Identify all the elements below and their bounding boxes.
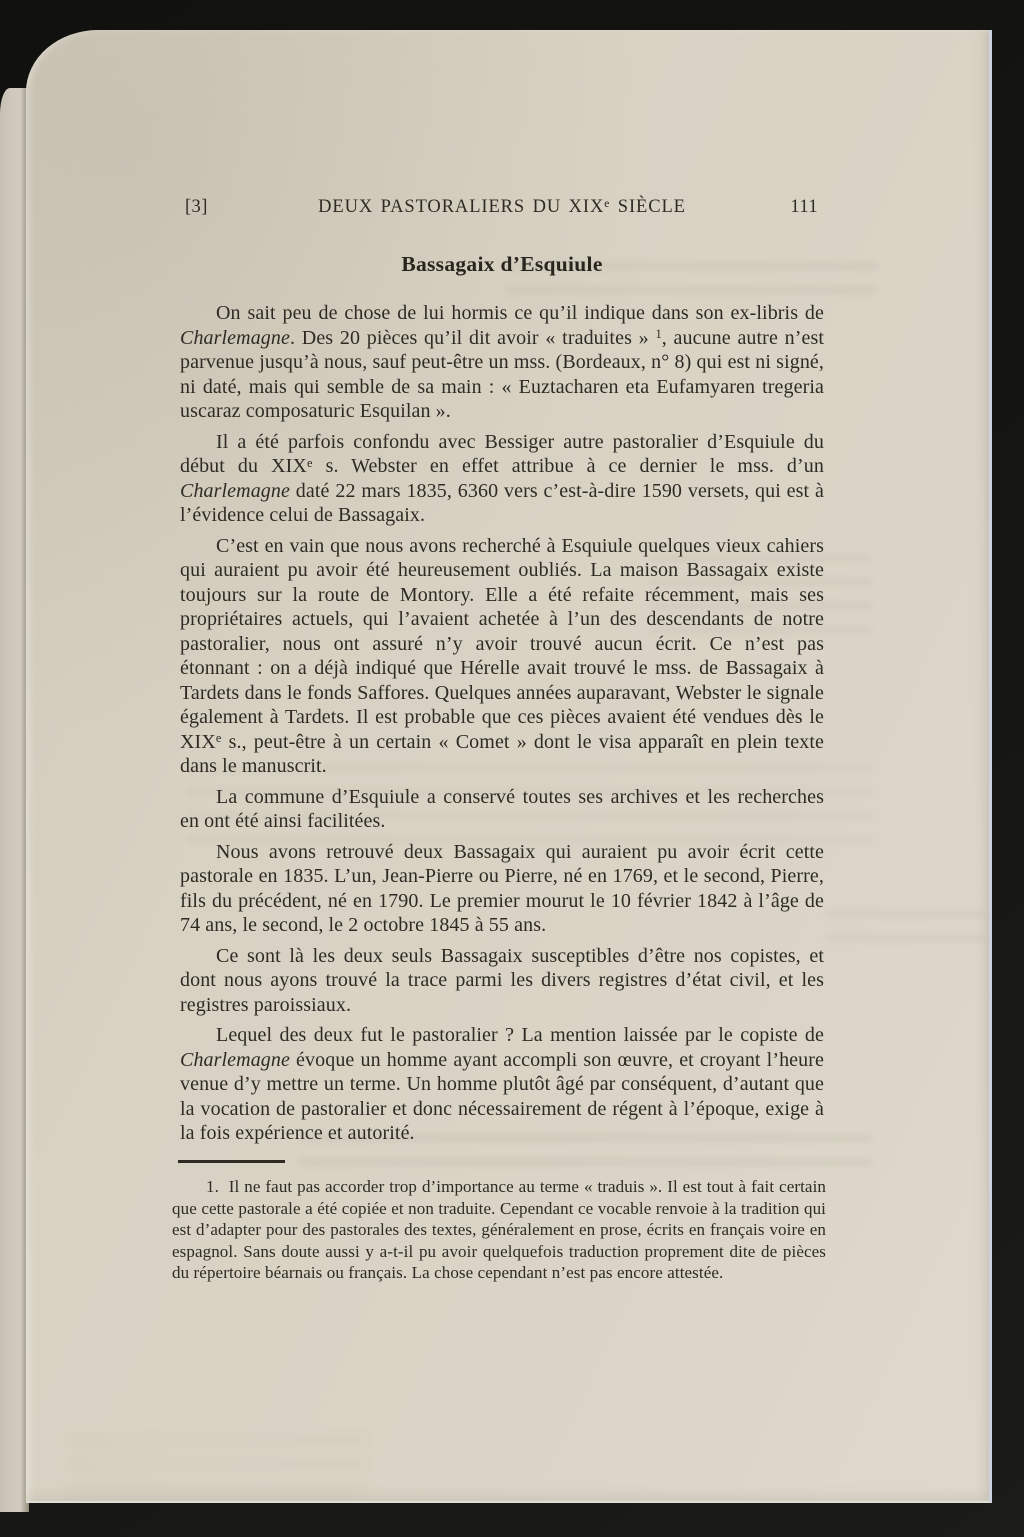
paragraph: On sait peu de chose de lui hormis ce qu’il indique dans son ex-libris de Charlemagne. Des 20 pièces qu’il dit avoir « traduites » $^1$, aucune autre n’est parvenue jusqu’à nous, sauf peut-être un mss. (Bordeaux, n° 8) qui est ni signé, ni daté, mais qui semble de sa main : « Euztacharen eta Eufamyaren tregeria uscaraz composaturic Esquilan ». (180, 302, 824, 422)
text-block (172, 30, 826, 1501)
footnote-rule (178, 1160, 285, 1163)
under-page-edge (0, 88, 29, 1512)
footnote (172, 1176, 826, 1284)
header-section-number: [3] (185, 197, 208, 217)
paragraph: Nous avons retrouvé deux Bassagaix qui auraient pu avoir écrit cette pastorale en 1835. L’un, Jean-Pierre ou Pierre, né en 1769, et le second, Pierre, fils du précédent, né en 1790. Le premier mourut le 10 février 1842 à l’âge de 74 ans, le second, le 2 octobre 1845 à 55 ans. (180, 840, 824, 936)
paragraph: C’est en vain que nous avons recherché à Esquiule quelques vieux cahiers qui auraient pu avoir été heureusement oubliés. La maison Bassagaix existe toujours sur la route de Montory. Elle a été refaite récemment, mais ses propriétaires actuels, qui l’avaient achetée à l’un des descendants de notre pastoralier, nous ont assuré n’y avoir trouvé aucun écrit. Ce n’est pas étonnant : on a déjà indiqué que Hérelle avait trouvé le mss. de Bassagaix à Tardets dans le fonds Saffores. Quelques années auparavant, Webster le signale également à Tardets. Il est probable que ces pièces avaient été vendues dès le XIXe s., peut-être à un certain « Comet » dont le visa apparaît en plein texte dans le manuscrit. (180, 534, 824, 777)
paragraph: La commune d’Esquiule a conservé toutes ses archives et les recherches en ont été ainsi facilitées. (180, 785, 824, 832)
footnote-text: 1. Il ne faut pas accorder trop d’importance au terme « traduis ». Il est tout à fait certain que cette pastorale a été copiée et non traduite. Cependant ce vocable renvoie à la tradition qui est d’adapter pour des pastorales des textes, généralement en prose, écrits en français voire en espagnol. Sans doute aussi y a-t-il pu avoir quelquefois traduction proprement dite de pièces du répertoire béarnais ou français. La chose cependant n’est pas encore attestée. (172, 1177, 826, 1283)
body-text (180, 301, 824, 1146)
bleed-through-smudge (826, 896, 986, 950)
header-page-number: 111 (790, 197, 818, 217)
paragraph: Il a été parfois confondu avec Bessiger autre pastoralier d’Esquiule du début du XIXe s. Webster en effet attribue à ce dernier le mss. d’un Charlemagne daté 22 mars 1835, 6360 vers c’est-à-dire 1590 versets, qui est à l’évidence celui de Bassagaix. (180, 430, 824, 526)
book-page (26, 30, 992, 1503)
header-running-title: DEUX PASTORALIERS DU XIXe SIÈCLE (318, 197, 686, 217)
paragraph: Ce sont là les deux seuls Bassagaix susceptibles d’être nos copistes, et dont nous ayons trouvé la trace parmi les divers registres d’état civil, et les registres paroissiaux. (180, 944, 824, 1016)
paragraph: Lequel des deux fut le pastoralier ? La mention laissée par le copiste de Charlemagne évoque un homme ayant accompli son œuvre, et croyant l’heure venue d’y mettre un terme. Un homme plutôt âgé par conséquent, d’autant que la vocation de pastoralier et donc nécessairement de régent à l’époque, exige à la fois expérience et autorité. (180, 1024, 824, 1144)
page-header (180, 197, 824, 218)
section-title: Bassagaix d’Esquiule (401, 252, 603, 276)
